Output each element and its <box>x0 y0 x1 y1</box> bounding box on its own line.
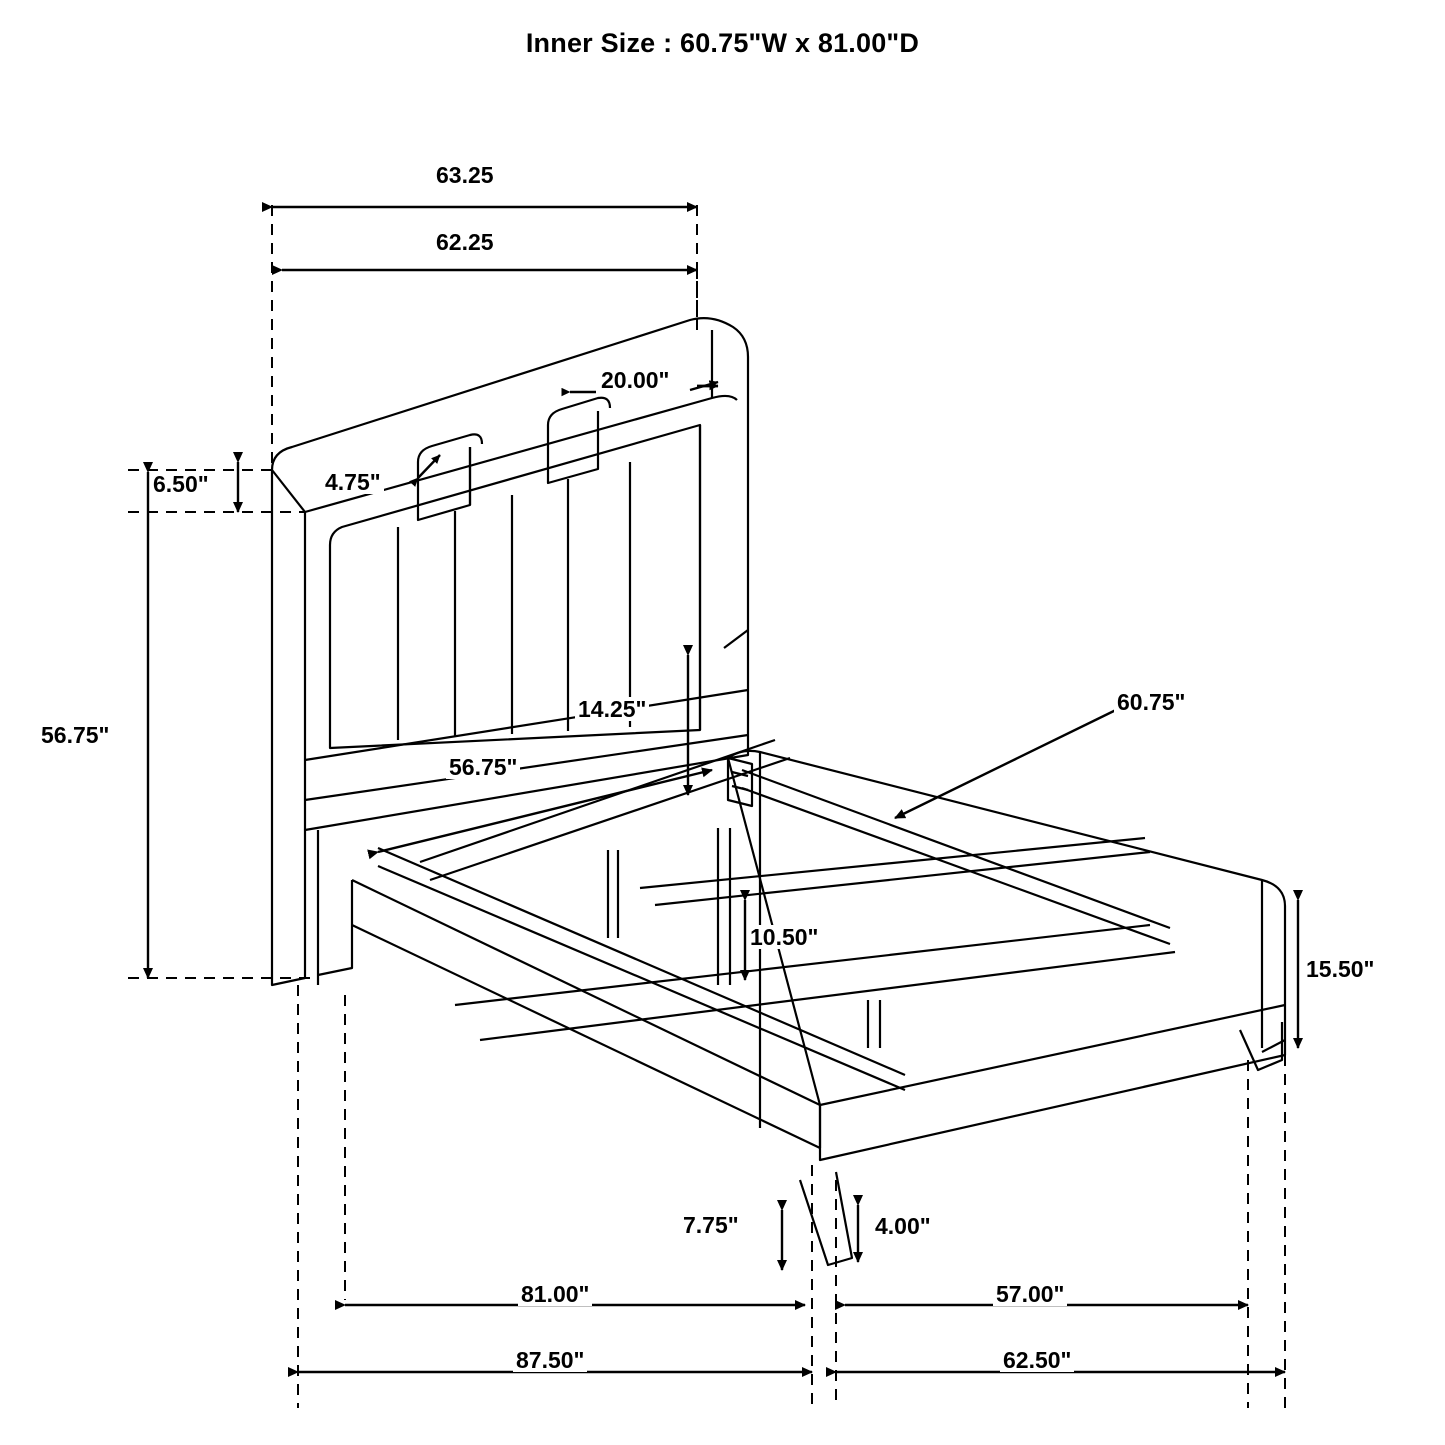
dimension-label-side-rail-height: 14.25" <box>575 697 649 721</box>
dimension-label-leg-height-front: 7.75" <box>680 1213 742 1237</box>
dimension-label-footboard-width: 57.00" <box>993 1282 1067 1306</box>
dimension-label-overall-length: 87.50" <box>513 1348 587 1372</box>
dimension-label-footboard-height: 15.50" <box>1303 957 1377 981</box>
dimension-label-inner-length: 81.00" <box>518 1282 592 1306</box>
dimension-lines <box>148 207 1298 1372</box>
dimension-label-shelf-opening-height: 4.75" <box>322 470 384 494</box>
dimension-label-headboard-height: 56.75" <box>38 723 112 747</box>
dimension-label-overall-width: 62.50" <box>1000 1348 1074 1372</box>
dimension-label-top-rail-height: 6.50" <box>150 472 212 496</box>
page-title: Inner Size : 60.75"W x 81.00"D <box>525 28 920 58</box>
dimension-label-leg-height-rear: 4.00" <box>872 1214 934 1238</box>
dimension-label-inner-frame-width: 56.75" <box>446 755 520 779</box>
dimension-label-mattress-width: 60.75" <box>1114 690 1188 714</box>
dimension-label-slat-clearance: 10.50" <box>747 925 821 949</box>
bed-outline <box>272 318 1285 1265</box>
dimension-label-shelf-depth: 20.00" <box>598 368 672 392</box>
dimension-label-overall-headboard-width: 63.25 <box>433 163 497 187</box>
dimension-label-headboard-panel-width: 62.25 <box>433 230 497 254</box>
